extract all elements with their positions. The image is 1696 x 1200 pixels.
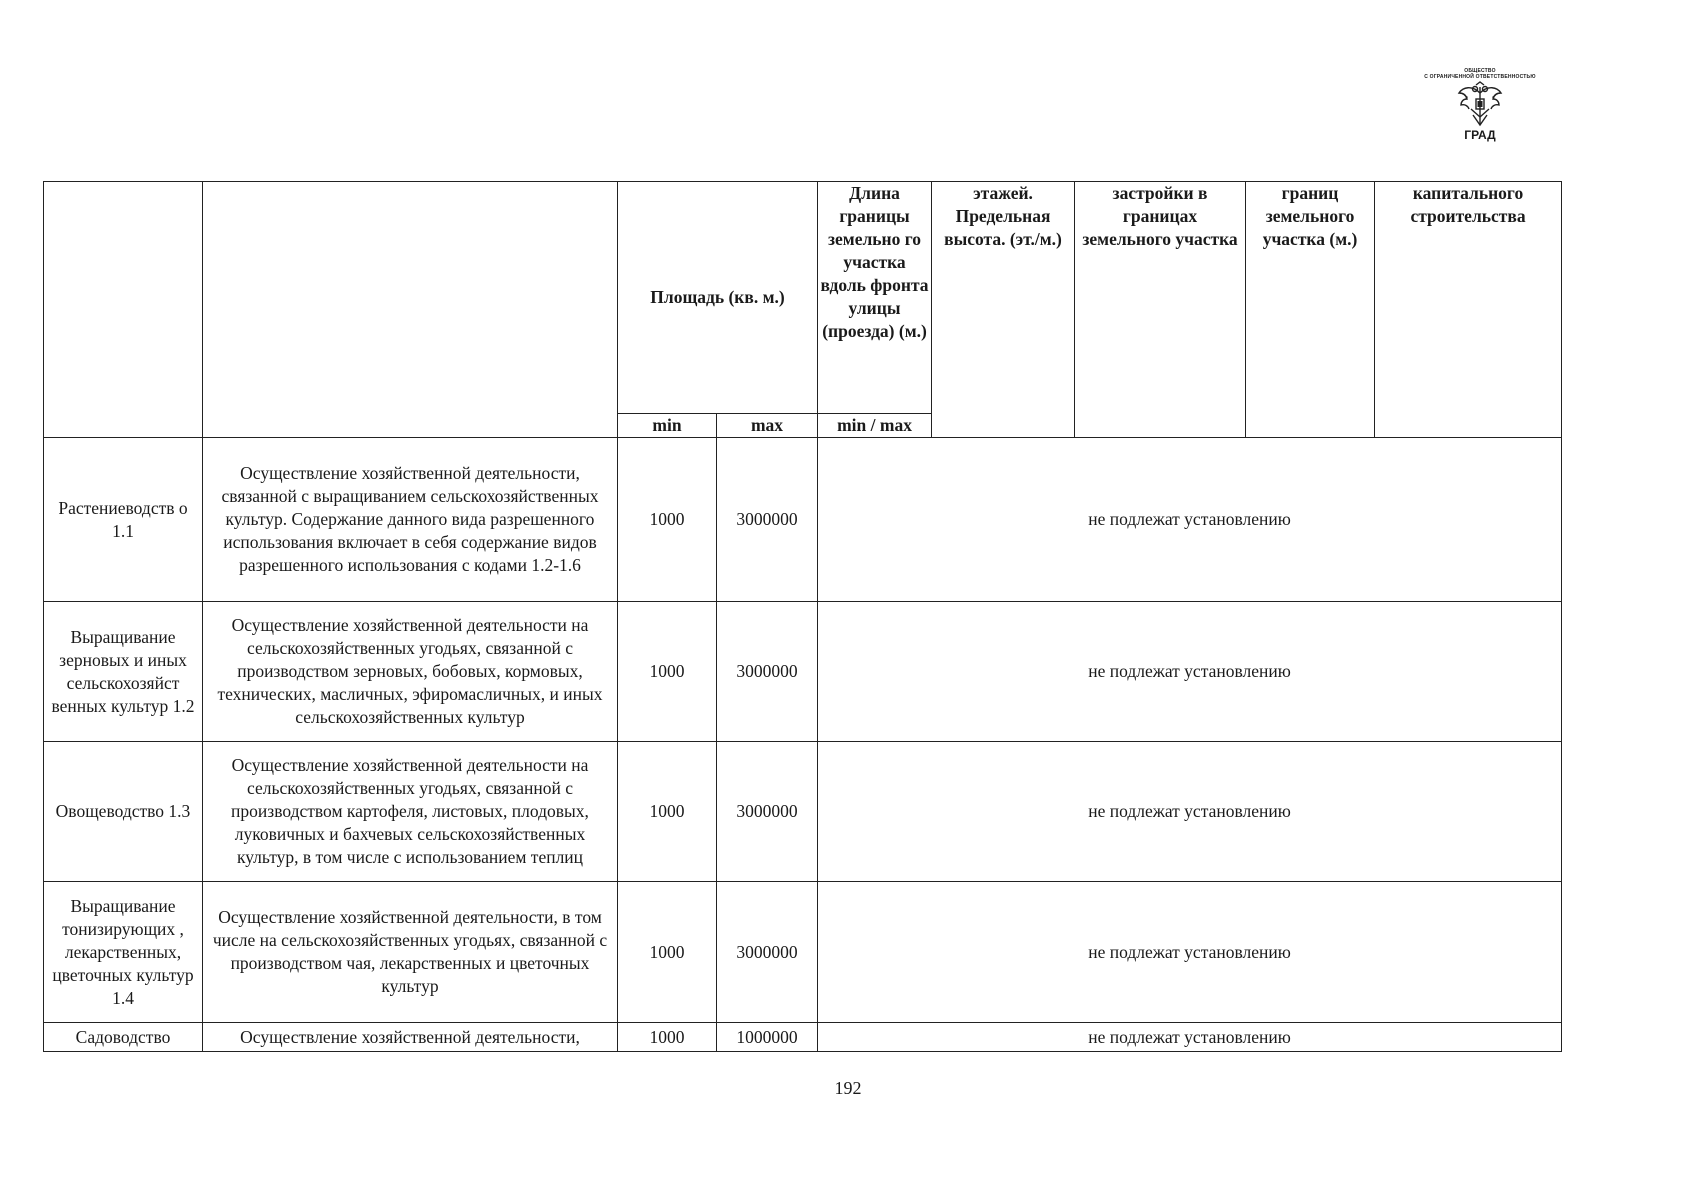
- row-note: не подлежат установлению: [818, 742, 1562, 882]
- row-min: 1000: [618, 1023, 717, 1052]
- row-name: Растениеводств о 1.1: [44, 438, 203, 602]
- logo-org-line1: ОБЩЕСТВО: [1464, 68, 1496, 74]
- row-description: Осуществление хозяйственной деятельности на сельскохозяйственных угодьях, связанной с производством зерновых, бобовых, кормовых, технических, масличных, эфиромасличных, и иных сельскохозяйственных культур: [203, 602, 618, 742]
- table-row: [44, 882, 1562, 1023]
- row-note: не подлежат установлению: [818, 602, 1562, 742]
- page-number: 192: [834, 1078, 862, 1098]
- row-max: 3000000: [717, 742, 818, 882]
- row-name: Выращивание тонизирующих , лекарственных, цветочных культур 1.4: [44, 882, 203, 1023]
- row-description: Осуществление хозяйственной деятельности на сельскохозяйственных угодьях, связанной с производством картофеля, листовых, плодовых, луковичных и бахчевых сельскохозяйственных культур, в том числе с использованием теплиц: [203, 742, 618, 882]
- row-name: Овощеводство 1.3: [44, 742, 203, 882]
- row-min: 1000: [618, 742, 717, 882]
- row-min: 1000: [618, 438, 717, 602]
- header-frontage: Длина границы земельно го участка вдоль фронта улицы (проезда) (м.): [818, 182, 932, 414]
- header-row: [44, 182, 1562, 414]
- row-description: Осуществление хозяйственной деятельности, связанной с выращиванием сельскохозяйственных культур. Содержание данного вида разрешенного использования включает в себя содержание видов разрешенного использования с кодами 1.2-1.6: [203, 438, 618, 602]
- header-floors: этажей. Предельная высота. (эт./м.): [932, 182, 1075, 438]
- row-note: не подлежат установлению: [818, 882, 1562, 1023]
- table-row: [44, 602, 1562, 742]
- row-max: 3000000: [717, 602, 818, 742]
- row-note: не подлежат установлению: [818, 1023, 1562, 1052]
- row-description: Осуществление хозяйственной деятельности, в том числе на сельскохозяйственных угодьях, связанной с производством чая, лекарственных и цветочных культур: [203, 882, 618, 1023]
- table-row: [44, 1023, 1562, 1052]
- header-min-max: min / max: [818, 414, 932, 438]
- company-logo: [1392, 68, 1568, 154]
- eagle-emblem-icon: [1455, 81, 1505, 129]
- header-capital: капитального строительства: [1375, 182, 1562, 438]
- logo-name: ГРАД: [1464, 128, 1496, 142]
- header-min: min: [618, 414, 717, 438]
- table-row: [44, 742, 1562, 882]
- row-min: 1000: [618, 602, 717, 742]
- row-note: не подлежат установлению: [818, 438, 1562, 602]
- row-name: Садоводство: [44, 1023, 203, 1052]
- row-max: 3000000: [717, 882, 818, 1023]
- table-row: [44, 438, 1562, 602]
- row-min: 1000: [618, 882, 717, 1023]
- row-name: Выращивание зерновых и иных сельскохозяйст венных культур 1.2: [44, 602, 203, 742]
- logo-org-line2: С ОГРАНИЧЕННОЙ ОТВЕТСТВЕННОСТЬЮ: [1424, 74, 1536, 80]
- header-empty-name: [44, 182, 203, 438]
- row-max: 1000000: [717, 1023, 818, 1052]
- header-max: max: [717, 414, 818, 438]
- header-building: застройки в границах земельного участка: [1075, 182, 1246, 438]
- header-area: Площадь (кв. м.): [618, 182, 818, 414]
- header-boundary: границ земельного участка (м.): [1246, 182, 1375, 438]
- row-max: 3000000: [717, 438, 818, 602]
- header-empty-desc: [203, 182, 618, 438]
- row-description: Осуществление хозяйственной деятельности,: [203, 1023, 618, 1052]
- land-use-regulations-table: [43, 181, 1562, 1052]
